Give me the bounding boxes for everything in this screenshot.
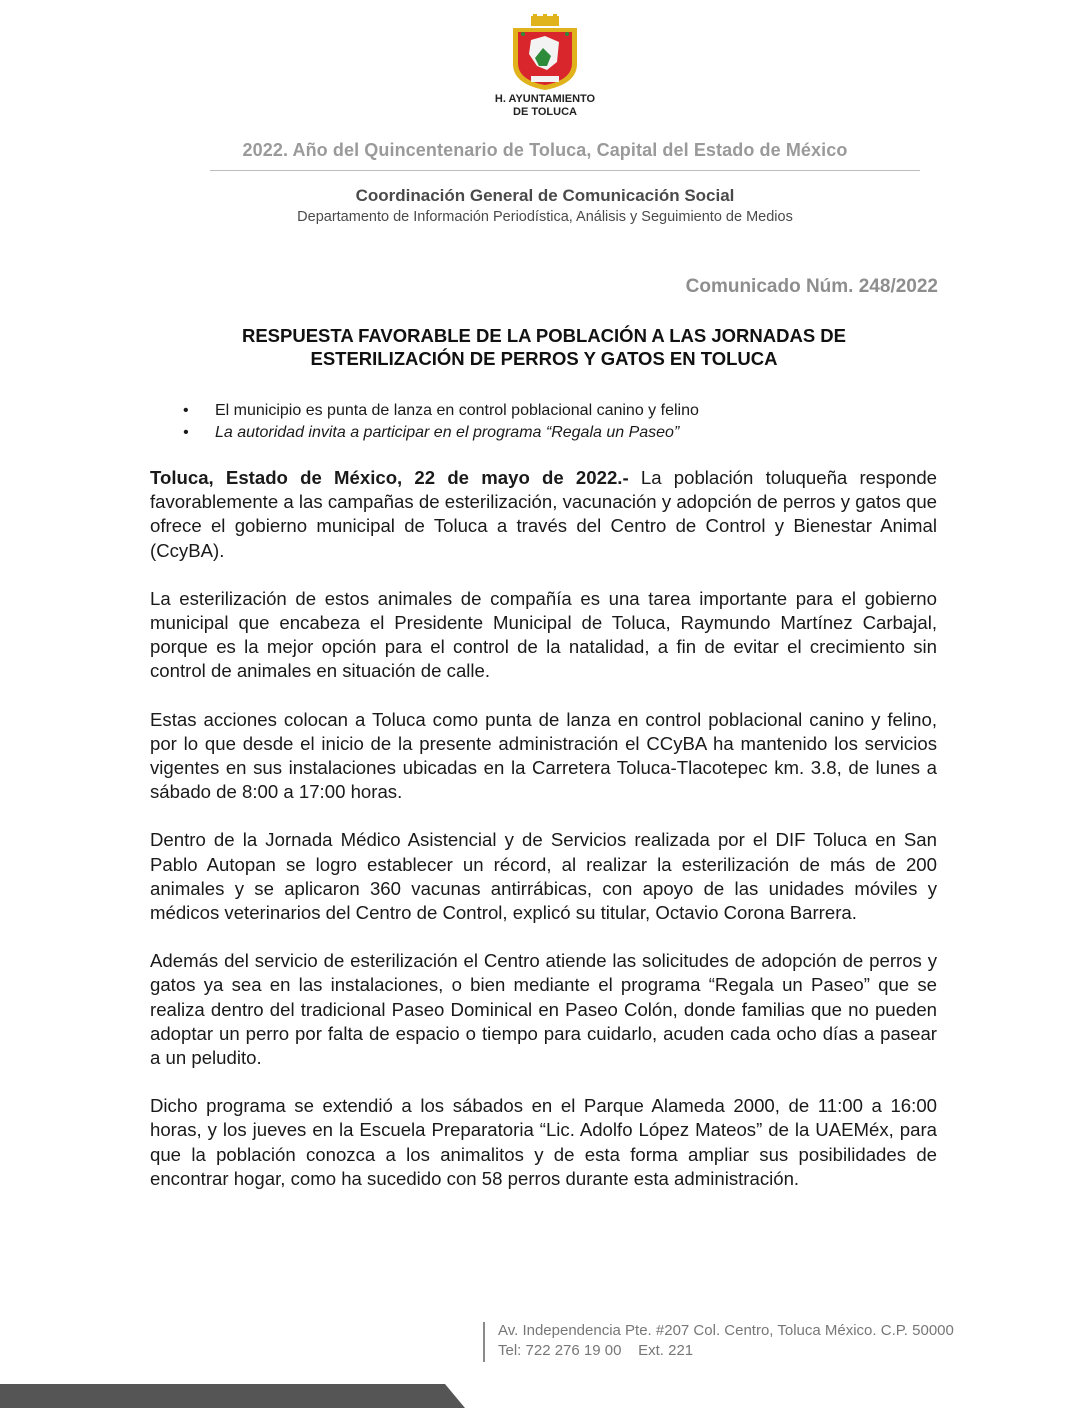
paragraph-5: Además del servicio de esterilización el Centro atiende las solicitudes de adopción de perros y gatos ya sea en las instalaciones, o bien mediante el programa “Regala un Paseo” que se realiza dentro del tradicional Paseo Dominical en Paseo Colón, donde familias que no pueden adoptar un perro por falta de espacio o tiempo para cuidarlo, acuden cada ocho días a pasear a un peludito. — [150, 950, 937, 1069]
toluca-coat-of-arms-logo — [490, 14, 600, 122]
department-subtitle: Departamento de Información Periodística, Análisis y Seguimiento de Medios — [297, 209, 793, 225]
article-body — [150, 466, 937, 1215]
summary-bullets — [180, 400, 699, 444]
paragraph-1-text: La población toluqueña responde favorablemente a las campañas de esterilización, vacunación y adopción de perros y gatos que ofrece el gobierno municipal de Toluca a través del Centro de Control y Bienestar Animal (CcyBA). — [150, 467, 937, 561]
banner-divider — [210, 170, 920, 171]
coat-of-arms-icon — [507, 14, 583, 92]
dateline: Toluca, Estado de México, 22 de mayo de 2022.- — [150, 467, 629, 488]
bullet-item: • El municipio es punta de lanza en control poblacional canino y felino — [180, 400, 699, 422]
logo-caption-line1: H. AYUNTAMIENTO — [494, 93, 596, 105]
paragraph-6: Dicho programa se extendió a los sábados en el Parque Alameda 2000, de 11:00 a 16:00 horas, y los jueves en la Escuela Preparatoria “Lic. Adolfo López Mateos” de la UAEMéx, para que la población conozca a los animalitos y de esta forma ampliar sus posibilidades de encontrar hogar, como ha sucedido con 58 perros durante esta administración. — [150, 1095, 937, 1189]
logo-caption-line2: DE TOLUCA — [513, 106, 577, 118]
footer-decorative-strip — [0, 1384, 465, 1408]
paragraph-3: Estas acciones colocan a Toluca como punta de lanza en control poblacional canino y felino, por lo que desde el inicio de la presente administración el CCyBA ha mantenido los servicios vigentes en sus instalaciones ubicadas en la Carretera Toluca-Tlacotepec km. 3.8, de lunes a sábado de 8:00 a 17:00 horas. — [150, 708, 937, 803]
year-banner: 2022. Año del Quincentenario de Toluca, Capital del Estado de México — [242, 140, 848, 160]
headline-line1: RESPUESTA FAVORABLE DE LA POBLACIÓN A LAS JORNADAS DE — [241, 325, 847, 346]
headline — [150, 324, 938, 370]
footer-contact — [498, 1321, 954, 1361]
footer-address: Av. Independencia Pte. #207 Col. Centro, Toluca México. C.P. 50000 — [498, 1322, 954, 1339]
communique-number: Comunicado Núm. 248/2022 — [685, 276, 938, 297]
bullet-item: • La autoridad invita a participar en el programa “Regala un Paseo” — [180, 422, 699, 444]
paragraph-1 — [150, 466, 937, 563]
footer-divider — [483, 1322, 485, 1362]
coordination-title: Coordinación General de Comunicación Social — [355, 186, 735, 205]
headline-line2: ESTERILIZACIÓN DE PERROS Y GATOS EN TOLUCA — [310, 348, 778, 369]
paragraph-4: Dentro de la Jornada Médico Asistencial y de Servicios realizada por el DIF Toluca en San Pablo Autopan se logro establecer un récord, al realizar la esterilización de más de 200 animales y se aplicaron 360 vacunas antirrábicas, con apoyo de las unidades móviles y médicos veterinarios del Centro de Control, explicó su titular, Octavio Corona Barrera. — [150, 829, 937, 924]
paragraph-2: La esterilización de estos animales de compañía es una tarea importante para el gobierno municipal que encabeza el Presidente Municipal de Toluca, Raymundo Martínez Carbajal, porque es la mejor opción para el control de la natalidad, a fin de evitar el crecimiento sin control de animales en situación de calle. — [150, 587, 937, 682]
footer-phone: Tel: 722 276 19 00 Ext. 221 — [498, 1342, 694, 1359]
